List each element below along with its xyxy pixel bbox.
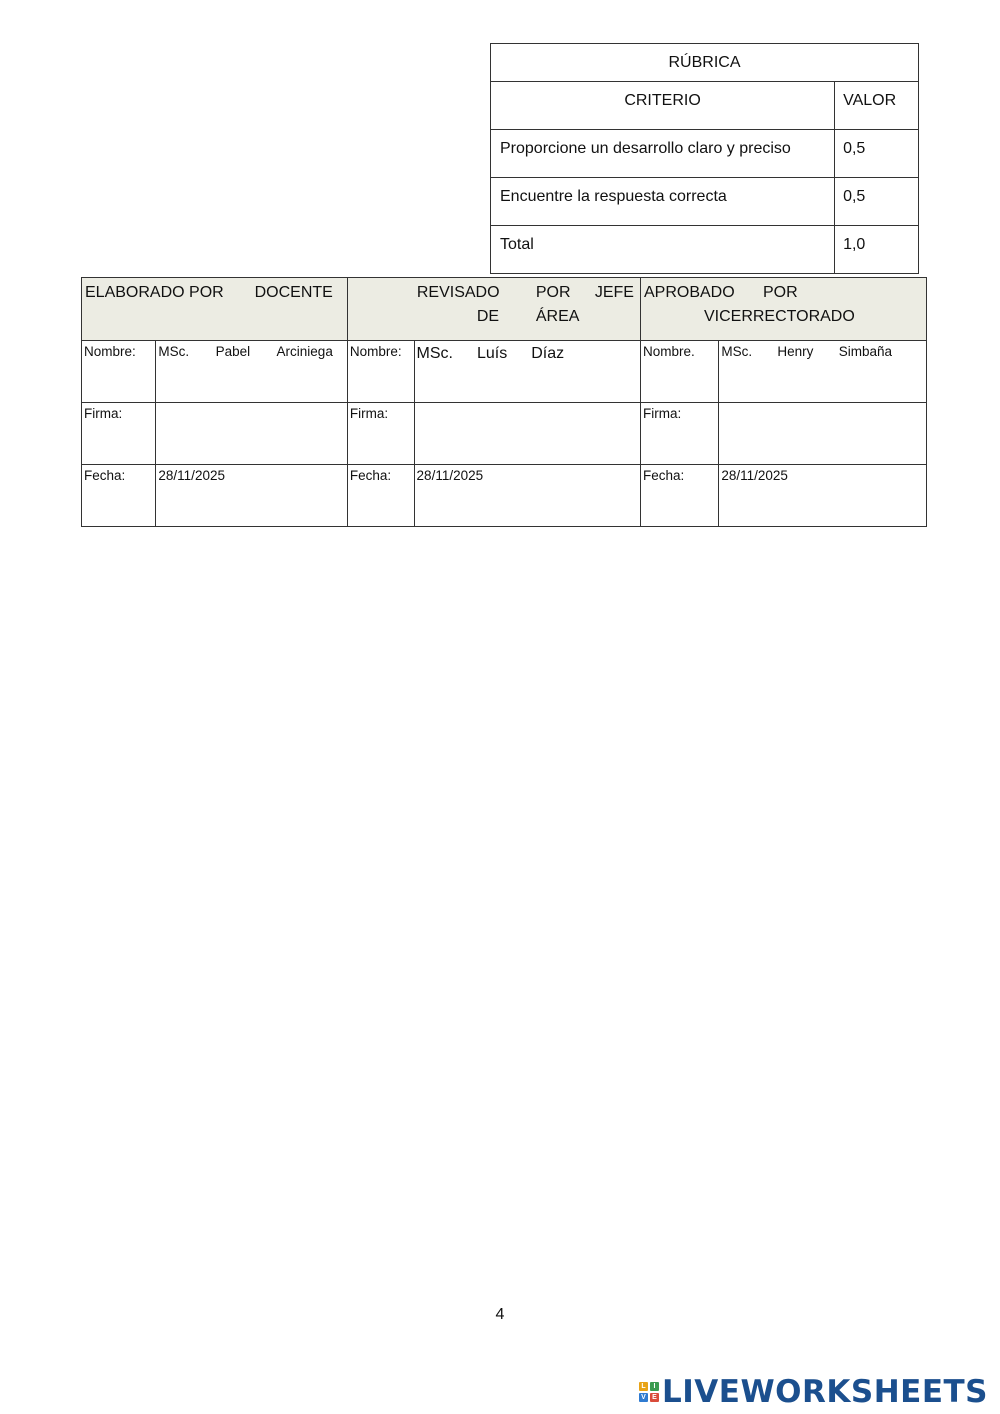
header-elaborado-part2: DOCENTE (254, 284, 333, 301)
logo-letter: E (650, 1393, 659, 1402)
rubric-header-value: VALOR (835, 82, 919, 130)
name-label: Nombre. (640, 341, 718, 403)
rubric-header-criterion: CRITERIO (491, 82, 835, 130)
signature-label: Firma: (82, 403, 156, 465)
signature-row (82, 403, 927, 465)
rubric-table (490, 43, 919, 274)
signature-field (719, 403, 927, 465)
header-aprobado-word: APROBADO (643, 284, 735, 301)
name-word: Díaz (531, 345, 565, 362)
name-value (156, 341, 347, 403)
rubric-total-label: Total (491, 226, 835, 274)
date-label: Fecha: (640, 465, 718, 527)
page-number: 4 (495, 1306, 505, 1323)
name-row (82, 341, 927, 403)
date-label: Fecha: (82, 465, 156, 527)
date-label: Fecha: (347, 465, 414, 527)
rubric-row (491, 178, 919, 226)
liveworksheets-logo[interactable] (639, 1374, 988, 1410)
logo-letter: L (639, 1382, 648, 1391)
signature-label: Firma: (640, 403, 718, 465)
header-revisado (347, 278, 640, 341)
name-word: Pabel (215, 344, 251, 359)
date-value: 28/11/2025 (156, 465, 347, 527)
rubric-row-total (491, 226, 919, 274)
header-revisado-word: REVISADO (416, 284, 500, 301)
name-word: Henry (777, 344, 814, 359)
header-aprobado-line2: VICERRECTORADO (703, 308, 855, 325)
header-revisado-word: POR (535, 284, 571, 301)
rubric-row (491, 130, 919, 178)
date-row (82, 465, 927, 527)
signature-field (156, 403, 347, 465)
signatures-table (81, 277, 927, 527)
name-word: MSc. (158, 344, 190, 359)
name-value (414, 341, 640, 403)
header-revisado-word: JEFE (594, 284, 634, 301)
name-value (719, 341, 927, 403)
rubric-criterion: Proporcione un desarrollo claro y preciso (491, 130, 835, 178)
header-revisado-word: ÁREA (535, 308, 580, 325)
signature-field (414, 403, 640, 465)
header-elaborado-part1: ELABORADO POR (85, 284, 224, 301)
header-revisado-word: DE (476, 308, 500, 325)
header-elaborado (82, 278, 348, 341)
logo-grid-icon (639, 1382, 659, 1402)
logo-letter: I (650, 1382, 659, 1391)
name-label: Nombre: (347, 341, 414, 403)
brand-name: LIVEWORKSHEETS (662, 1374, 988, 1410)
rubric-value: 0,5 (835, 130, 919, 178)
logo-letter: V (639, 1393, 648, 1402)
name-word: MSc. (416, 345, 453, 362)
date-value: 28/11/2025 (414, 465, 640, 527)
header-aprobado-word: POR (762, 284, 798, 301)
name-label: Nombre: (82, 341, 156, 403)
rubric-title: RÚBRICA (491, 44, 919, 82)
name-word: Simbaña (838, 344, 892, 359)
rubric-criterion: Encuentre la respuesta correcta (491, 178, 835, 226)
name-word: Arciniega (276, 344, 333, 359)
signature-label: Firma: (347, 403, 414, 465)
rubric-value: 0,5 (835, 178, 919, 226)
name-word: MSc. (721, 344, 753, 359)
name-word: Luís (477, 345, 508, 362)
date-value: 28/11/2025 (719, 465, 927, 527)
rubric-total-value: 1,0 (835, 226, 919, 274)
header-aprobado (640, 278, 926, 341)
